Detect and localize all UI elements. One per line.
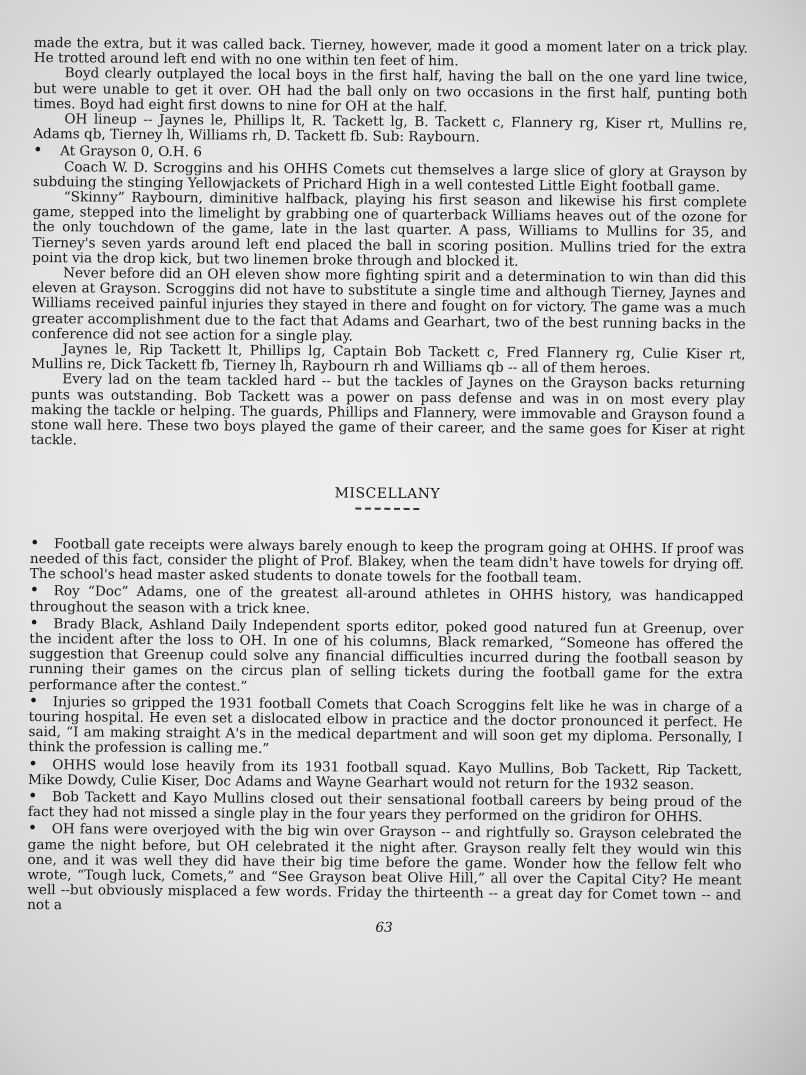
paragraph: Coach W. D. Scroggins and his OHHS Comets cut themselves a large slice of glory at Grayson by subduing the stinging Yellowjackets of Prichard High in a well contested Little Eight football game. [32,158,748,196]
paragraph: made the extra, but it was called back. Tierney, however, made it good a moment later on a trick play. He trotted around left end with no one within ten feet of him. [33,35,748,70]
paragraph: Every lad on the team tackled hard -- but the tackles of Jaynes on the Grayson backs returning punts was outstanding. Bob Tackett was a power on pass defense and was in on most every play making the tackle or helping. The guards, Phillips and Flannery, were immovable and Grayson found a stone wall here. These two boys played the game of their career, and the same goes for Kiser at right tackle. [30,371,746,449]
bullet-text: OH fans were overjoyed with the big win over Grayson -- and rightfully so. Grayson celebrated the game the night before, but OH celebrated it the night after. Grayson really felt they would win this one, and it was well they did have their big time before the game. Wonder how the fellow felt who wrote, “Tough luck, Comets,” and “See Grayson beat Olive Hill,” all over the Capital City? He meant well --but obviously misplaced a few words. Friday the thirteenth -- a great day for Comet town -- and not a [27,821,742,914]
section-divider [355,507,419,510]
bullet-text: Brady Black, Ashland Daily Independent sports editor, poked good natured fun at Greenup, over the incident after the loss to OH. In one of his columns, Black remarked, “Someone has offered the suggestion that Greenup could solve any financial difficulties incurred during the football season by running their games on the circus plan of selling tickets during the football game for the extra performance after the contest.” [28,615,744,695]
bullet-text: OHHS would lose heavily from its 1931 football squad. Kayo Mullins, Bob Tackett, Rip Tackett, Mike Dowdy, Culie Kiser, Doc Adams and Wayne Gearhart would not return for the 1932 season. [28,756,743,793]
bullet-text: Injuries so gripped the 1931 football Comets that Coach Scroggins felt like he was in charge of a touring hospital. He even set a dislocated elbow in practice and the doctor pronounced it perfect. He said, “I am making straight A's in the medical department and will soon get my diploma. Personally, I think the profession is calling me.” [28,693,743,758]
bullet-item [28,693,742,761]
bullet-text: Roy “Doc” Adams, one of the greatest all-around athletes in OHHS history, was handicapped throughout the season with a trick knee. [29,583,744,617]
game-heading-text: At Grayson 0, O.H. 6 [60,143,203,161]
bullet-item [29,582,743,620]
bullet-text: Football gate receipts were always barely enough to keep the program going at OHHS. If proof was needed of this fact, consider the plight of Prof. Blakey, when the team didn't have towels for drying off. The school's head master asked students to donate towels for the football team. [29,535,745,587]
bullet-item [29,615,744,699]
bullet-item [30,535,744,588]
paragraph: Never before did an OH eleven show more fighting spirit and a determination to win than did this eleven at Grayson. Scroggins did not have to substitute a single time and although Tierney, Jaynes and Williams received painful injuries they stayed in there and fought on for victory. The game was a much greater accomplishment due to the fact that Adams and Gearhart, two of the best running backs in the conference did not see action for a single play. [31,265,747,345]
bullet-text: Bob Tackett and Kayo Mullins closed out their sensational football careers by being proud of the fact they had not missed a single play in the four years they performed on the gridiron for OHHS. [27,789,743,826]
lineup-paragraph: Jaynes le, Rip Tackett lt, Phillips lg, Captain Bob Tackett c, Fred Flannery rg, Culie Kiser rt, Mullins re, Dick Tackett fb, Tierney lh, Raybourn rh and Williams qb -- all of them heroes. [31,341,746,378]
section-title: MISCELLANY [334,485,441,503]
page-number: 63 [375,919,393,936]
paragraph: “Skinny” Raybourn, diminitive halfback, playing his first season and likewise his first complete game, stepped into the limelight by grabbing one of quarterback Williams heaves out of the ozone for the only touchdown of the game, late in the last quarter. A pass, Williams to Mullins for 35, and Tierney's seven yards around left end placed the ball in scoring position. Mullins tried for the extra point via the drop kick, but two linemen broke through and blocked it. [32,189,747,270]
lineup-paragraph: OH lineup -- Jaynes le, Phillips lt, R. Tackett lg, B. Tackett c, Flannery rg, Kiser rt, Mullins re, Adams qb, Tierney lh, Williams rh, D. Tackett fb. Sub: Raybourn. [33,111,748,146]
paragraph: Boyd clearly outplayed the local boys in the first half, having the ball on the one yard line twice, but were unable to get it over. OH had the ball only on two occasions in the first half, punting both times. Boyd had eight first downs to nine for OH at the half. [33,65,748,116]
bullet-item [27,820,742,919]
page-content [27,36,748,938]
